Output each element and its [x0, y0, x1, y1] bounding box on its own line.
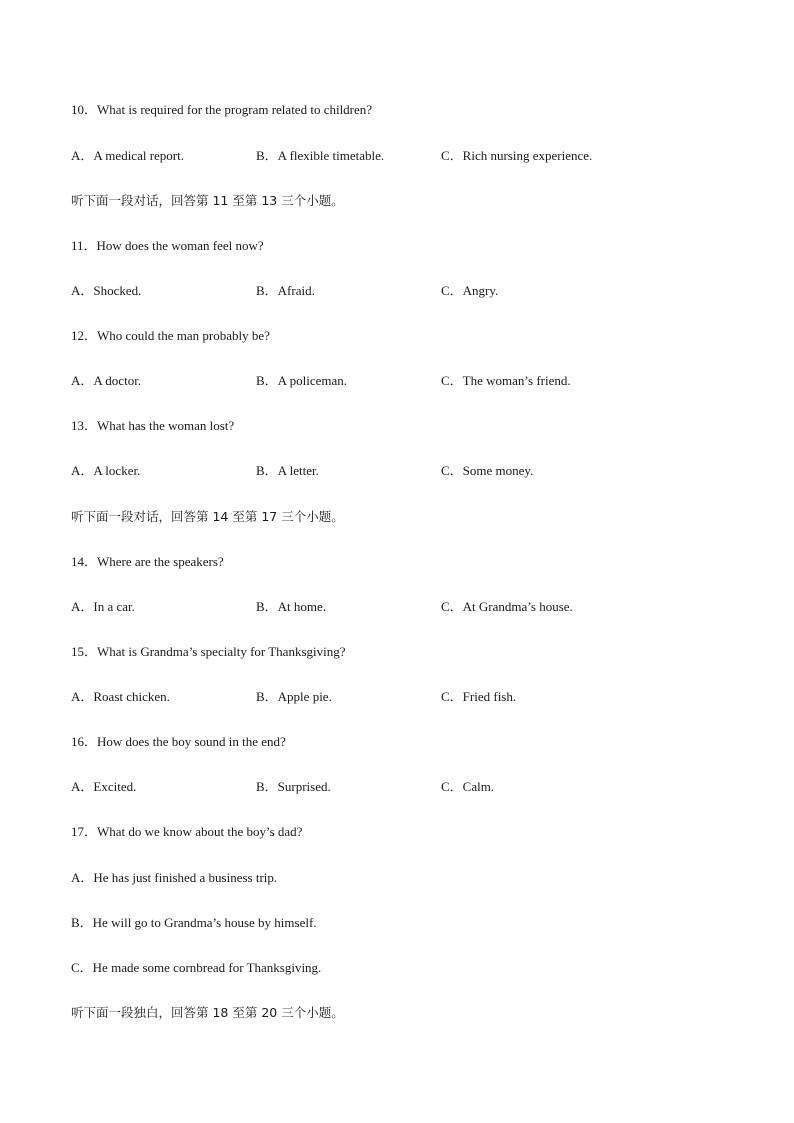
question-12-option-c: C．The woman’s friend.	[441, 373, 571, 388]
question-10-option-a: A．A medical report.	[71, 148, 184, 163]
question-12-option-b: B．A policeman.	[256, 373, 347, 388]
question-10-option-c: C．Rich nursing experience.	[441, 148, 593, 163]
question-14-option-a: A．In a car.	[71, 599, 135, 614]
question-16-option-c: C．Calm.	[441, 779, 495, 794]
question-15: 15．What is Grandma’s specialty for Thanksgiving?	[71, 644, 346, 659]
question-15-option-a: A．Roast chicken.	[71, 689, 170, 704]
question-12-option-a: A．A doctor.	[71, 373, 142, 388]
section-instruction-18-20: 听下面一段独白，回答第 18 至第 20 三个小题。	[71, 1005, 344, 1020]
question-14: 14．Where are the speakers?	[71, 554, 224, 569]
question-11: 11．How does the woman feel now?	[71, 238, 264, 253]
question-17: 17．What do we know about the boy’s dad?	[71, 824, 303, 839]
question-12: 12．Who could the man probably be?	[71, 328, 270, 343]
section-instruction-14-17: 听下面一段对话，回答第 14 至第 17 三个小题。	[71, 509, 344, 524]
question-16-option-b: B．Surprised.	[256, 779, 331, 794]
question-16: 16．How does the boy sound in the end?	[71, 734, 286, 749]
question-13-option-a: A．A locker.	[71, 463, 141, 478]
question-16-option-a: A．Excited.	[71, 779, 137, 794]
question-15-option-b: B．Apple pie.	[256, 689, 332, 704]
question-10-option-b: B．A flexible timetable.	[256, 148, 385, 163]
question-15-option-c: C．Fried fish.	[441, 689, 517, 704]
question-11-option-a: A．Shocked.	[71, 283, 142, 298]
question-13: 13．What has the woman lost?	[71, 418, 235, 433]
question-17-option-a: A．He has just finished a business trip.	[71, 870, 278, 885]
question-17-option-b: B．He will go to Grandma’s house by himself.	[71, 915, 317, 930]
question-13-option-c: C．Some money.	[441, 463, 534, 478]
question-10: 10．What is required for the program related to children?	[71, 102, 373, 117]
question-11-option-c: C．Angry.	[441, 283, 499, 298]
question-11-option-b: B．Afraid.	[256, 283, 315, 298]
question-14-option-b: B．At home.	[256, 599, 327, 614]
question-17-option-c: C．He made some cornbread for Thanksgiving.	[71, 960, 322, 975]
section-instruction-11-13: 听下面一段对话，回答第 11 至第 13 三个小题。	[71, 193, 344, 208]
question-14-option-c: C．At Grandma’s house.	[441, 599, 573, 614]
question-13-option-b: B．A letter.	[256, 463, 319, 478]
